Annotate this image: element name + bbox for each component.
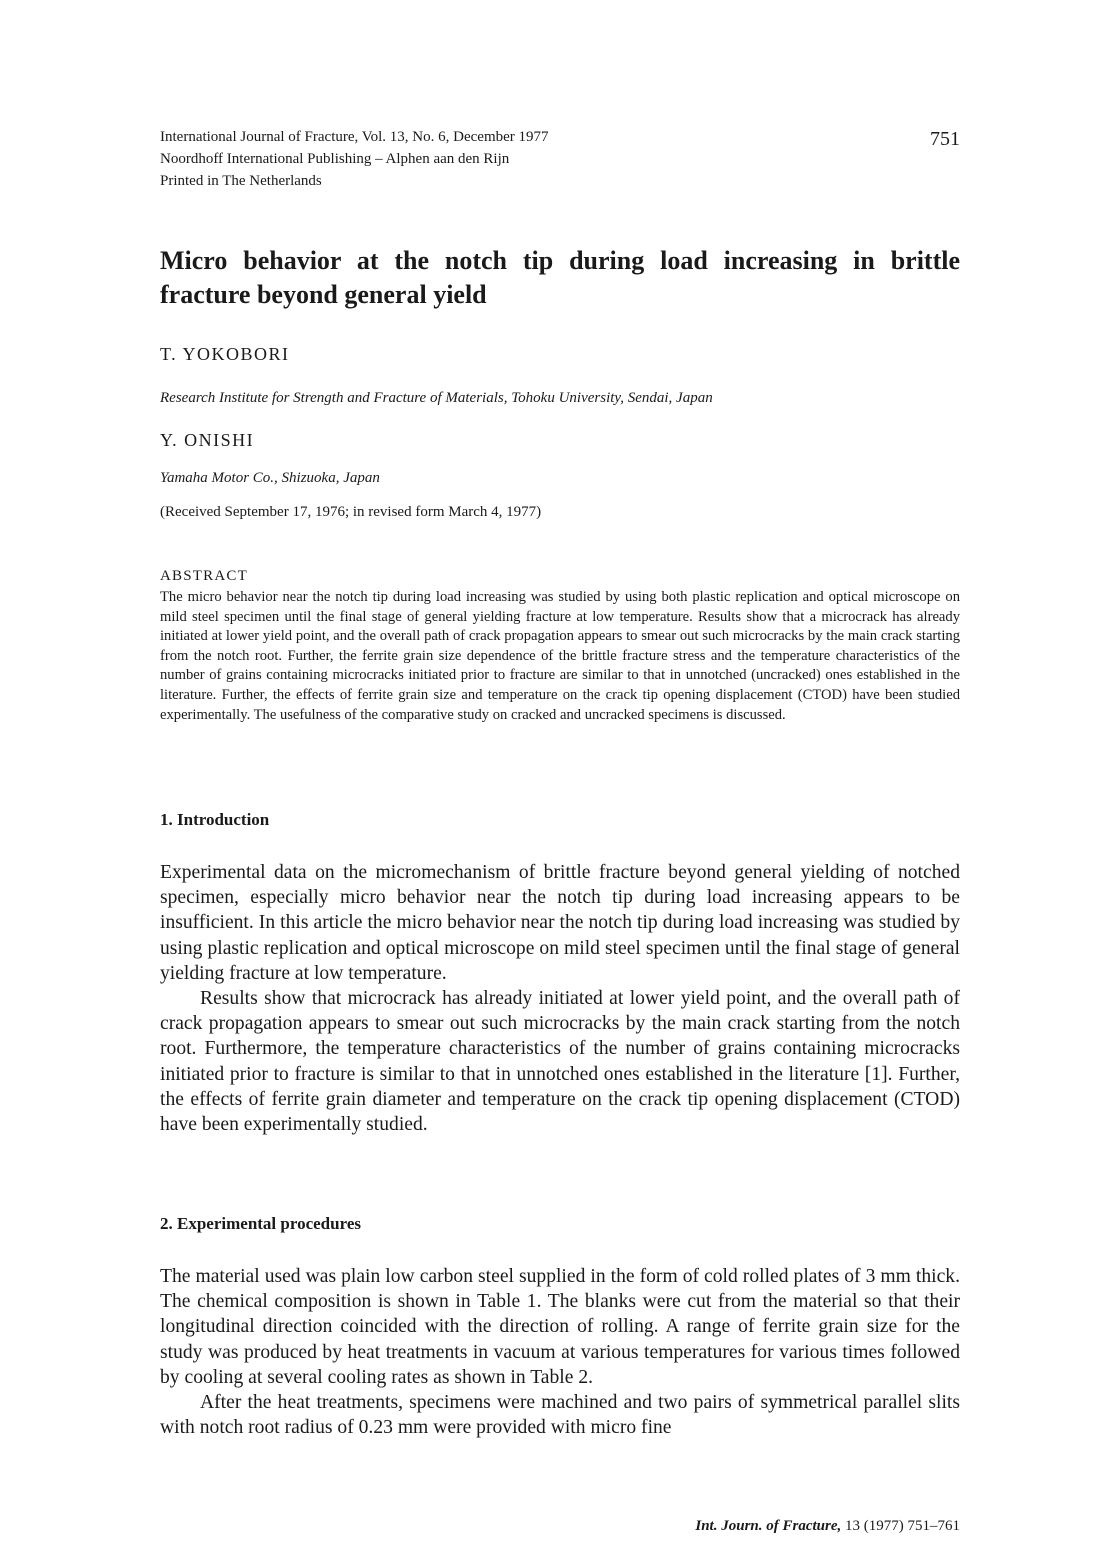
paper-title: Micro behavior at the notch tip during load increasing in brittle fracture beyond general yield (160, 246, 960, 309)
abstract-text: The micro behavior near the notch tip during load increasing was studied by using both plastic replication and optical microscope on mild steel specimen until the final stage of general yielding fracture at low temperature. Results show that a microcrack has already initiated at lower yield point, and the overall path of crack propagation appears to smear out such microcracks by the main crack starting from the notch root. Further, the ferrite grain size dependence of the brittle fracture stress and the temperature characteristics of the number of grains containing microcracks initiated prior to fracture are similar to that in unnotched (uncracked) ones established in the literature. Further, the effects of ferrite grain size and temperature on the crack tip opening displacement (CTOD) have been studied experimentally. The usefulness of the comparative study on cracked and uncracked specimens is discussed. (160, 589, 960, 723)
abstract-heading: ABSTRACT (160, 568, 248, 584)
procedures-body (160, 1264, 960, 1440)
footer-volume-pages: 13 (1977) 751–761 (845, 1518, 960, 1534)
body-paragraph: After the heat treatments, specimens were machined and two pairs of symmetrical parallel slits with notch root radius of 0.23 mm were provided with micro fine (160, 1392, 960, 1439)
introduction-body (160, 860, 960, 1137)
journal-header (160, 126, 960, 192)
footer-citation (695, 1518, 960, 1535)
journal-info-line: International Journal of Fracture, Vol. 13, No. 6, December 1977 (160, 129, 549, 145)
body-paragraph: Results show that microcrack has already initiated at lower yield point, and the overall path of crack propagation appears to smear out such microcracks by the main crack starting from the notch root. Furthermore, the temperature characteristics of the number of grains containing microcracks initiated prior to fracture is similar to that in unnotched ones established in the literature [1]. Further, the effects of ferrite grain diameter and temperature on the crack tip opening displacement (CTOD) have been experimentally studied. (160, 988, 960, 1136)
author-name: Y. ONISHI (160, 430, 255, 450)
received-dates: (Received September 17, 1976; in revised form March 4, 1977) (160, 504, 542, 520)
author-name: T. YOKOBORI (160, 344, 290, 364)
section-heading: 2. Experimental procedures (160, 1214, 361, 1233)
footer-journal: Int. Journ. of Fracture, (695, 1518, 842, 1534)
body-paragraph: The material used was plain low carbon steel supplied in the form of cold rolled plates of 3 mm thick. The chemical composition is shown in Table 1. The blanks were cut from the material so that their longitudinal direction coincided with the direction of rolling. A range of ferrite grain size for the study was produced by heat treatments in vacuum at various temperatures for various times followed by cooling at several cooling rates as shown in Table 2. (160, 1266, 960, 1388)
publisher-line: Noordhoff International Publishing – Alphen aan den Rijn (160, 151, 510, 167)
paper-page (160, 126, 960, 1534)
printed-line: Printed in The Netherlands (160, 173, 322, 189)
page-number: 751 (930, 128, 960, 150)
author-affiliation: Yamaha Motor Co., Shizuoka, Japan (160, 470, 380, 486)
body-paragraph: Experimental data on the micromechanism of brittle fracture beyond general yielding of notched specimen, especially micro behavior near the notch tip during load increasing appears to be insufficient. In this article the micro behavior near the notch tip during load increasing was studied by using plastic replication and optical microscope on mild steel specimen until the final stage of general yielding fracture at low temperature. (160, 862, 960, 984)
author-affiliation: Research Institute for Strength and Fracture of Materials, Tohoku University, Sendai, Japan (160, 390, 713, 406)
section-heading: 1. Introduction (160, 810, 270, 829)
